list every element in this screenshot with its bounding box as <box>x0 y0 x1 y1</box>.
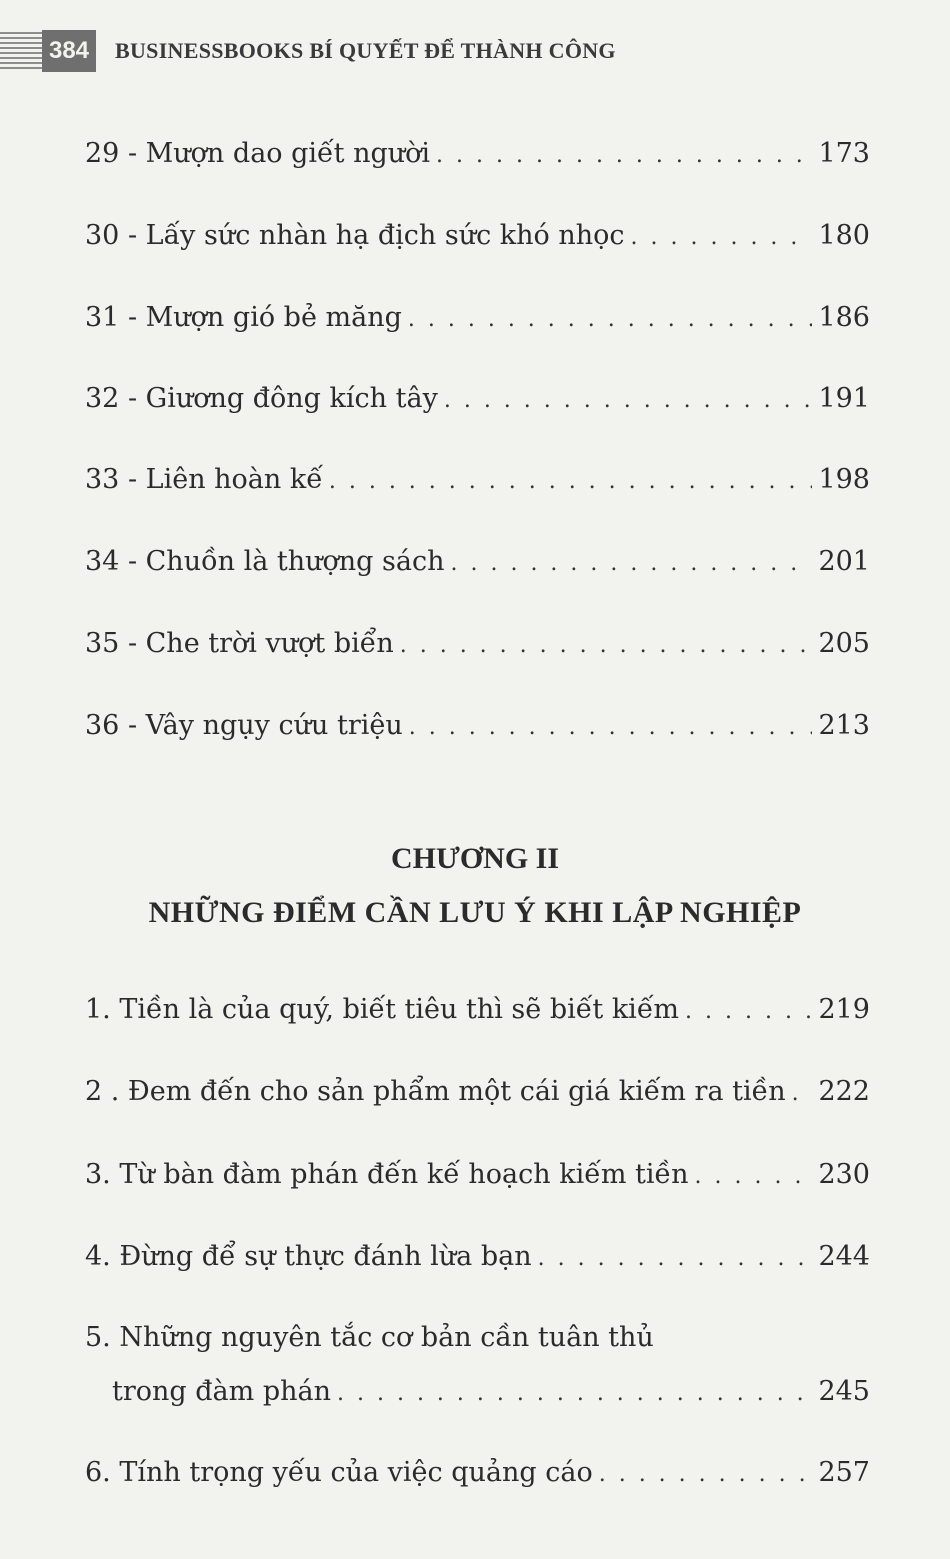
toc-entry <box>85 1153 870 1197</box>
toc-entry-title: 4. Đừng để sự thực đánh lừa bạn <box>85 1241 532 1272</box>
toc-entry <box>85 214 870 258</box>
toc-entry-page: 230 <box>818 1159 870 1190</box>
toc-entry-title: 32 - Giương đông kích tây <box>85 383 438 414</box>
toc-entry <box>85 1070 870 1114</box>
toc-entry <box>85 377 870 421</box>
toc-entry-title: 30 - Lấy sức nhàn hạ địch sức khó nhọc <box>85 220 625 251</box>
toc-entry-title: 29 - Mượn dao giết người <box>85 138 431 169</box>
toc-entry <box>85 1235 870 1279</box>
running-title: BUSINESSBOOKS BÍ QUYẾT ĐỂ THÀNH CÔNG <box>115 38 616 63</box>
toc-entry <box>85 540 870 584</box>
toc-entry-page: 244 <box>818 1241 870 1272</box>
dot-leader <box>436 134 812 178</box>
dot-leader <box>451 542 813 586</box>
toc-entry-page: 257 <box>818 1457 870 1488</box>
toc-entry-title: 2 . Đem đến cho sản phẩm một cái giá kiếm ra tiền <box>85 1076 786 1107</box>
dot-leader <box>695 1155 813 1199</box>
dot-leader <box>408 298 813 342</box>
toc-entry-title: 6. Tính trọng yếu của việc quảng cáo <box>85 1457 593 1488</box>
page-number: 384 <box>42 30 96 72</box>
dot-leader <box>685 990 812 1034</box>
dot-leader <box>329 460 813 504</box>
page-header <box>0 26 950 76</box>
dot-leader <box>444 379 813 423</box>
header-decoration <box>0 32 42 70</box>
toc-entry-title: 1. Tiền là của quý, biết tiêu thì sẽ biết kiếm <box>85 994 680 1025</box>
toc-entry-page: 198 <box>818 464 870 495</box>
dot-leader <box>400 624 813 668</box>
toc-entry-page: 180 <box>818 220 870 251</box>
toc-entry <box>112 1370 870 1414</box>
toc-entry-title: 31 - Mượn gió bẻ măng <box>85 302 402 333</box>
toc-entry <box>85 704 870 748</box>
toc-entry <box>85 1451 870 1495</box>
dot-leader <box>599 1453 813 1497</box>
toc-entry <box>85 296 870 340</box>
dot-leader <box>409 706 813 750</box>
dot-leader <box>538 1237 813 1281</box>
chapter-title: NHỮNG ĐIỂM CẦN LƯU Ý KHI LẬP NGHIỆP <box>148 896 802 929</box>
toc-entry-page: 173 <box>818 138 870 169</box>
dot-leader <box>631 216 813 260</box>
toc-entry-title: 35 - Che trời vượt biển <box>85 628 394 659</box>
toc-entry-title: 34 - Chuồn là thượng sách <box>85 546 445 577</box>
toc-entry-title: 36 - Vây ngụy cứu triệu <box>85 710 403 741</box>
toc-entry-page: 205 <box>818 628 870 659</box>
toc-entry <box>85 622 870 666</box>
chapter-number: CHƯƠNG II <box>390 842 560 875</box>
toc-entry-title-line1: 5. Những nguyên tắc cơ bản cần tuân thủ <box>85 1322 654 1353</box>
toc-entry <box>85 458 870 502</box>
toc-entry-page: 213 <box>818 710 870 741</box>
toc-entry-title: 33 - Liên hoàn kế <box>85 464 323 495</box>
toc-entry-page: 222 <box>818 1076 870 1107</box>
toc-entry <box>85 988 870 1032</box>
toc-entry-page: 201 <box>818 546 870 577</box>
toc-entry-page: 186 <box>818 302 870 333</box>
toc-entry-title: 3. Từ bàn đàm phán đến kế hoạch kiếm tiền <box>85 1159 689 1190</box>
toc-entry-page: 245 <box>818 1376 870 1407</box>
dot-leader <box>337 1372 812 1416</box>
dot-leader <box>792 1072 813 1116</box>
toc-entry <box>85 132 870 176</box>
toc-entry-title: trong đàm phán <box>112 1376 331 1407</box>
toc-entry-page: 219 <box>818 994 870 1025</box>
toc-entry-page: 191 <box>818 383 870 414</box>
